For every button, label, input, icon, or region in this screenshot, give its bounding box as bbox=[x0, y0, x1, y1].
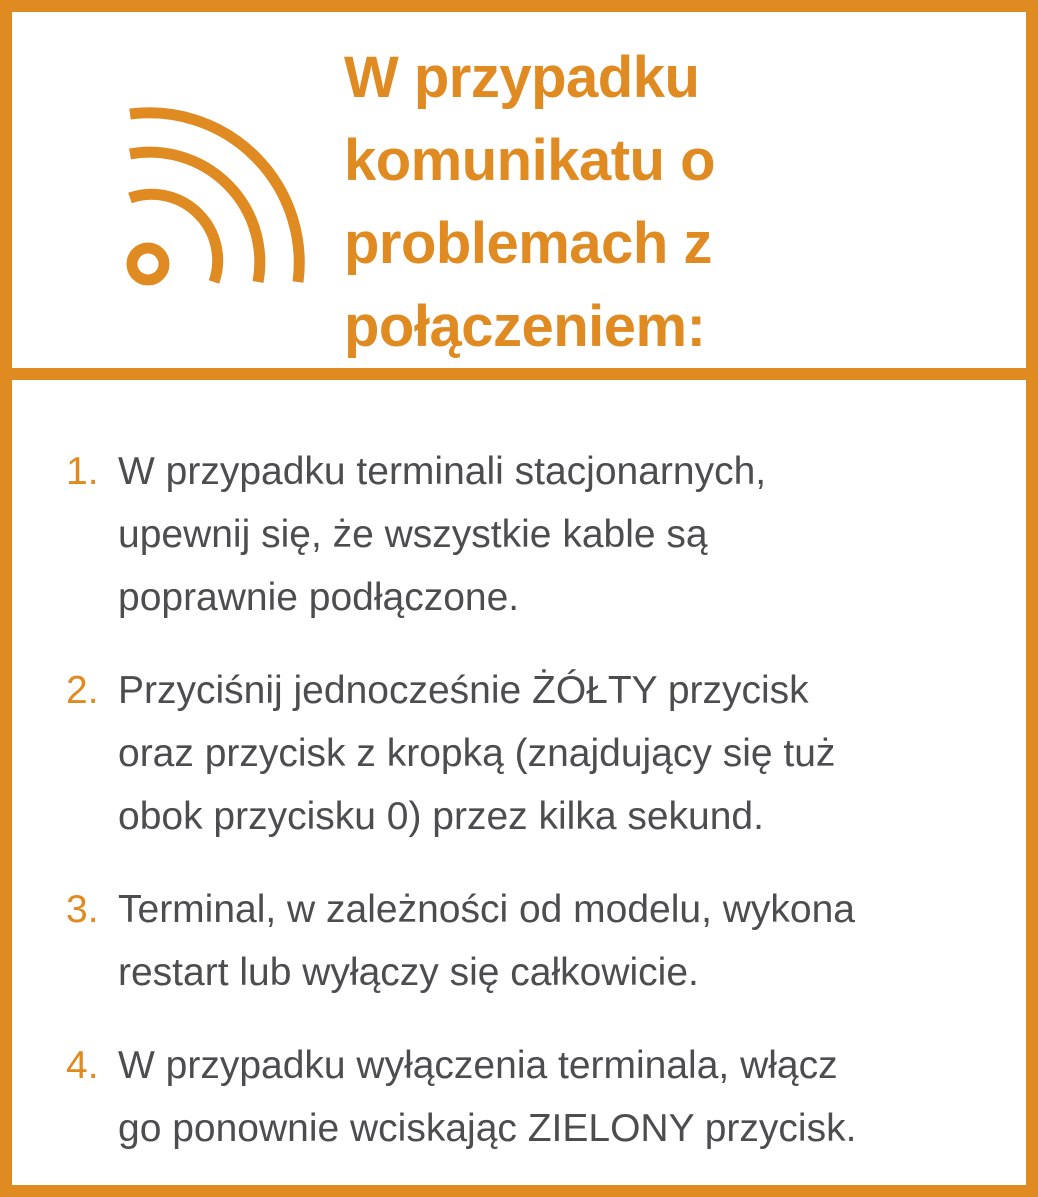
title-line: W przypadku bbox=[344, 45, 700, 110]
step-line: poprawnie podłączone. bbox=[118, 576, 520, 619]
step-line: Terminal, w zależności od modelu, wykona bbox=[118, 888, 856, 931]
step-line: oraz przycisk z kropką (znajdujący się tuż bbox=[118, 732, 836, 775]
step-text bbox=[118, 878, 996, 1004]
step-line: restart lub wyłączy się całkowicie. bbox=[118, 951, 699, 994]
step-number: 4. bbox=[66, 1044, 99, 1087]
step-text bbox=[118, 440, 996, 629]
title-line: połączeniem: bbox=[344, 294, 706, 359]
step-line: Przyciśnij jednocześnie ŻÓŁTY przycisk bbox=[118, 669, 809, 712]
step-item bbox=[66, 440, 996, 629]
step-text bbox=[118, 1034, 996, 1160]
step-number: 2. bbox=[66, 669, 99, 712]
step-item bbox=[66, 659, 996, 848]
card-header bbox=[12, 12, 1026, 368]
title-line: komunikatu o bbox=[344, 128, 716, 193]
signal-dot bbox=[132, 248, 164, 280]
step-line: go ponownie wciskając ZIELONY przycisk. bbox=[118, 1107, 857, 1150]
title-line: problemach z bbox=[344, 211, 712, 276]
step-line: W przypadku terminali stacjonarnych, bbox=[118, 450, 767, 493]
steps-list bbox=[66, 440, 996, 1190]
step-item bbox=[66, 1034, 996, 1160]
step-item bbox=[66, 878, 996, 1004]
signal-arc-small bbox=[130, 194, 218, 282]
step-number: 3. bbox=[66, 888, 99, 931]
step-text bbox=[118, 659, 996, 848]
page-title bbox=[344, 36, 1004, 368]
step-line: obok przycisku 0) przez kilka sekund. bbox=[118, 795, 764, 838]
step-line: upewnij się, że wszystkie kable są bbox=[118, 513, 708, 556]
step-line: W przypadku wyłączenia terminala, włącz bbox=[118, 1044, 838, 1087]
section-divider bbox=[12, 368, 1026, 380]
wifi-signal-icon bbox=[114, 100, 314, 300]
step-number: 1. bbox=[66, 450, 99, 493]
